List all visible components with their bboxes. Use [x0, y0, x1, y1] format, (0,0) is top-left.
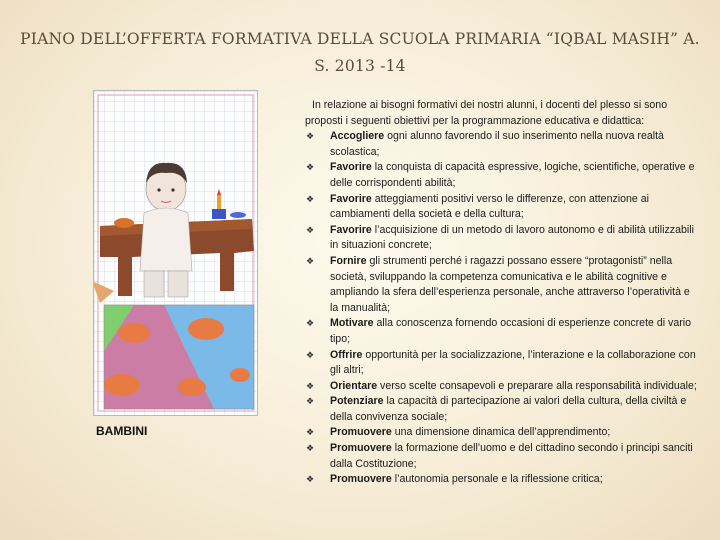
objective-item	[305, 425, 697, 441]
diamond-arrow-bullet-icon: ❖	[306, 443, 315, 454]
objective-keyword: Promuovere	[330, 442, 392, 455]
diamond-arrow-bullet-icon: ❖	[306, 162, 315, 173]
objective-item	[305, 316, 697, 347]
diamond-arrow-bullet-icon: ❖	[306, 474, 315, 485]
title-line-1: PIANO DELL’OFFERTA FORMATIVA DELLA SCUOLA PRIMARIA “IQBAL MASIH” A.	[20, 30, 700, 48]
objective-item	[305, 192, 697, 223]
objective-text: la formazione dell’uomo e del cittadino secondo i principi sanciti dalla Costituzione;	[330, 442, 693, 470]
objective-text: opportunità per la socializzazione, l’interazione e la collaborazione con gli altri;	[330, 348, 696, 377]
objective-item	[305, 441, 697, 472]
objective-text: atteggiamenti positivi verso le differenze, con attenzione ai cambiamenti della società e della cultura;	[330, 192, 649, 221]
child-drawing-illustration	[94, 91, 257, 415]
diamond-arrow-bullet-icon: ❖	[306, 193, 315, 204]
objective-item	[305, 254, 697, 316]
objective-text: l’acquisizione di un metodo di lavoro autonomo e di abilità utilizzabili in situazioni concrete;	[330, 223, 694, 252]
objective-text: gli strumenti perché i ragazzi possano essere “protagonisti” nella società, sviluppando la competenza comunicativa e le abilità cognitive e ampliando la sfera dell’esperienza personale, anche attraverso l’operatività e la manualità;	[330, 254, 690, 314]
objective-keyword: Favorire	[330, 223, 372, 236]
objectives-text-block	[305, 98, 697, 488]
diamond-arrow-bullet-icon: ❖	[306, 380, 315, 391]
objective-item	[305, 472, 697, 488]
objective-keyword: Offrire	[330, 348, 363, 361]
objective-keyword: Accogliere	[330, 130, 385, 143]
objective-item	[305, 160, 697, 191]
objectives-list	[305, 129, 697, 488]
objective-keyword: Fornire	[330, 254, 367, 267]
objective-keyword: Potenziare	[330, 395, 384, 408]
objective-item	[305, 129, 697, 160]
objective-item	[305, 379, 697, 395]
image-caption: BAMBINI	[96, 424, 148, 438]
objective-keyword: Favorire	[330, 161, 372, 174]
objective-item	[305, 223, 697, 254]
objective-keyword: Favorire	[330, 192, 372, 205]
objective-text: la conquista di capacità espressive, logiche, scientifiche, operative e delle corrispondenti abilità;	[330, 161, 695, 189]
diamond-arrow-bullet-icon: ❖	[306, 349, 315, 360]
objective-text: ogni alunno favorendo il suo inserimento nella nuova realtà scolastica;	[330, 130, 664, 158]
objective-keyword: Orientare	[330, 379, 378, 392]
title-line-2: S. 2013 -14	[314, 57, 406, 75]
objective-text: una dimensione dinamica dell’apprendimento;	[391, 426, 611, 439]
objective-text: alla conoscenza fornendo occasioni di esperienze concrete di vario tipo;	[330, 317, 691, 345]
intro-paragraph: In relazione ai bisogni formativi dei nostri alunni, i docenti del plesso si sono proposti i seguenti obiettivi per la programmazione educativa e didattica:	[305, 99, 668, 127]
objective-keyword: Promuovere	[330, 473, 392, 486]
objective-item	[305, 348, 697, 379]
objective-text: l’autonomia personale e la riflessione critica;	[391, 473, 603, 486]
child-drawing-image	[93, 90, 258, 416]
objective-text: la capacità di partecipazione ai valori della cultura, della civiltà e della convivenza sociale;	[330, 395, 687, 423]
objective-keyword: Motivare	[330, 317, 374, 330]
page-title	[0, 26, 720, 80]
diamond-arrow-bullet-icon: ❖	[306, 318, 315, 329]
diamond-arrow-bullet-icon: ❖	[306, 224, 315, 235]
diamond-arrow-bullet-icon: ❖	[306, 131, 315, 142]
objective-text: verso scelte consapevoli e preparare alla responsabilità individuale;	[377, 379, 697, 392]
objective-item	[305, 394, 697, 425]
diamond-arrow-bullet-icon: ❖	[306, 255, 315, 266]
diamond-arrow-bullet-icon: ❖	[306, 396, 315, 407]
diamond-arrow-bullet-icon: ❖	[306, 427, 315, 438]
objective-keyword: Promuovere	[330, 426, 392, 439]
